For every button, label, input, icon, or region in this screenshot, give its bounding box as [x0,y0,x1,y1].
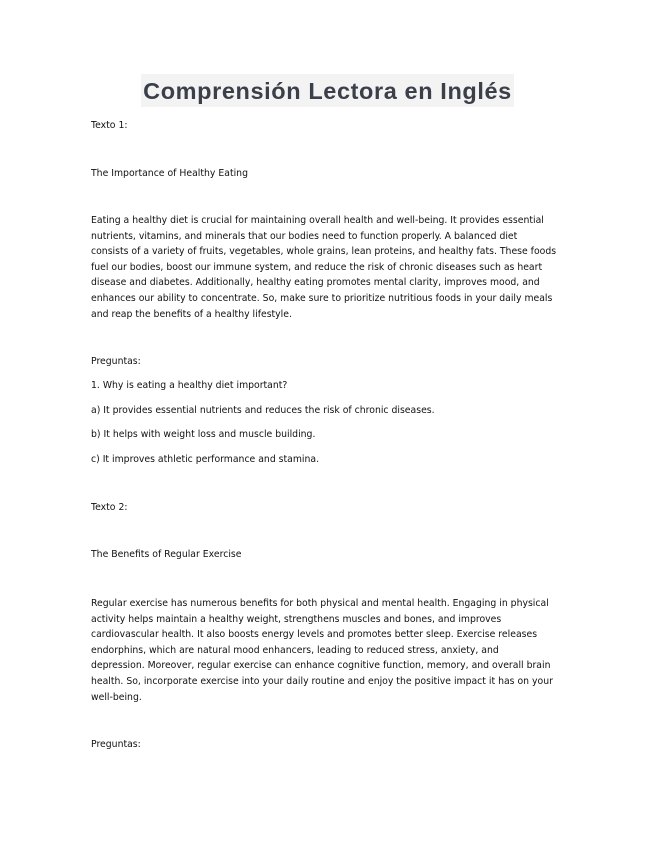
paragraph-line: well-being. [91,691,142,703]
texto1-option-b: b) It helps with weight loss and muscle building. [91,429,316,440]
paragraph-line: and reap the benefits of a healthy lifestyle. [91,308,292,320]
texto2-heading: The Benefits of Regular Exercise [91,549,242,560]
texto1-label: Texto 1: [91,120,128,131]
title-container [0,74,655,107]
page-title: Comprensión Lectora en Inglés [141,74,514,107]
paragraph-line: nutrients, vitamins, and minerals that our bodies need to function properly. A balanced diet [91,230,518,242]
texto2-paragraph [91,596,571,705]
paragraph-line: Eating a healthy diet is crucial for maintaining overall health and well-being. It provides essential [91,215,544,226]
texto1-paragraph [91,213,571,322]
paragraph-line: Regular exercise has numerous benefits for both physical and mental health. Engaging in physical [91,598,549,609]
texto2-preguntas-label: Preguntas: [91,739,141,750]
paragraph-line: depression. Moreover, regular exercise can enhance cognitive function, memory, and overall brain [91,660,551,672]
paragraph-line: health. So, incorporate exercise into your daily routine and enjoy the positive impact it has on your [91,675,553,687]
texto1-option-c: c) It improves athletic performance and stamina. [91,454,320,465]
paragraph-line: disease and diabetes. Additionally, healthy eating promotes mental clarity, improves mood, and [91,277,540,289]
paragraph-line: cardiovascular health. It also boosts energy levels and promotes better sleep. Exercise releases [91,629,538,641]
paragraph-line: enhances our ability to concentrate. So, make sure to prioritize nutritious foods in your daily meals [91,292,553,304]
texto1-heading: The Importance of Healthy Eating [91,168,248,179]
paragraph-line: endorphins, which are natural mood enhancers, leading to reduced stress, anxiety, and [91,644,499,656]
paragraph-line: consists of a variety of fruits, vegetables, whole grains, lean proteins, and healthy fats. These foods [91,246,557,258]
paragraph-line: fuel our bodies, boost our immune system, and reduce the risk of chronic diseases such as heart [91,261,543,273]
texto1-question-1: 1. Why is eating a healthy diet important? [91,380,288,391]
texto2-label: Texto 2: [91,502,128,513]
paragraph-line: activity helps maintain a healthy weight, strengthens muscles and bones, and improves [91,613,502,625]
texto1-preguntas-label: Preguntas: [91,356,141,367]
texto1-option-a: a) It provides essential nutrients and reduces the risk of chronic diseases. [91,405,435,416]
